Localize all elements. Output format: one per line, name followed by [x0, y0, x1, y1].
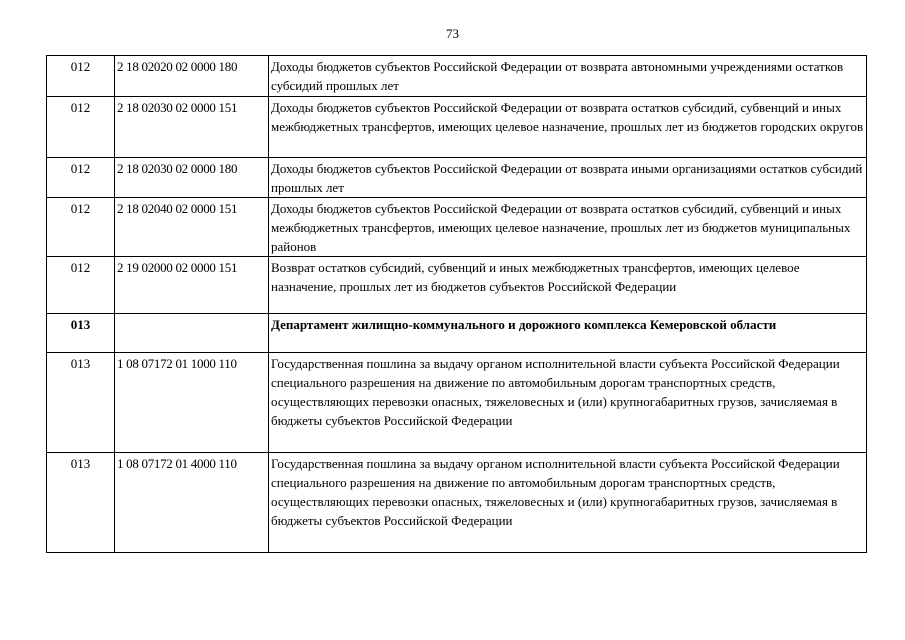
- table-row: [47, 198, 867, 257]
- description-cell: Государственная пошлина за выдачу органом исполнительной власти субъекта Российской Федерации специального разрешения на движение по автомобильным дорогам транспортных средств, осуществляющих перевозки опасных, тяжеловесных и (или) крупногабаритных грузов, зачисляемая в бюджеты субъектов Российской Федерации: [269, 353, 867, 453]
- budget-code-cell: 2 18 02030 02 0000 180: [115, 158, 269, 198]
- table-row: [47, 453, 867, 553]
- admin-code-cell: 012: [47, 198, 115, 257]
- description-cell: Доходы бюджетов субъектов Российской Федерации от возврата остатков субсидий, субвенций и иных межбюджетных трансфертов, имеющих целевое назначение, прошлых лет из бюджетов муниципальных районов: [269, 198, 867, 257]
- admin-code-cell: 013: [47, 453, 115, 553]
- admin-code-cell: 013: [47, 353, 115, 453]
- budget-code-cell: 2 18 02020 02 0000 180: [115, 56, 269, 97]
- admin-code-cell: 012: [47, 97, 115, 158]
- table-row: [47, 56, 867, 97]
- budget-codes-table: [46, 55, 867, 553]
- description-cell: Доходы бюджетов субъектов Российской Федерации от возврата иными организациями остатков субсидий прошлых лет: [269, 158, 867, 198]
- admin-code-cell: 012: [47, 158, 115, 198]
- description-cell: Государственная пошлина за выдачу органом исполнительной власти субъекта Российской Федерации специального разрешения на движение по автомобильным дорогам транспортных средств, осуществляющих перевозки опасных, тяжеловесных и (или) крупногабаритных грузов, зачисляемая в бюджеты субъектов Российской Федерации: [269, 453, 867, 553]
- budget-code-cell: [115, 314, 269, 353]
- budget-code-cell: 2 18 02030 02 0000 151: [115, 97, 269, 158]
- table-row: [47, 353, 867, 453]
- department-title-cell: Департамент жилищно-коммунального и дорожного комплекса Кемеровской области: [269, 314, 867, 353]
- table-row: [47, 257, 867, 314]
- table-row: [47, 97, 867, 158]
- description-cell: Возврат остатков субсидий, субвенций и иных межбюджетных трансфертов, имеющих целевое назначение, прошлых лет из бюджетов субъектов Российской Федерации: [269, 257, 867, 314]
- description-cell: Доходы бюджетов субъектов Российской Федерации от возврата автономными учреждениями остатков субсидий прошлых лет: [269, 56, 867, 97]
- admin-code-cell: 012: [47, 56, 115, 97]
- table-row: [47, 158, 867, 198]
- budget-code-cell: 2 18 02040 02 0000 151: [115, 198, 269, 257]
- admin-code-cell: 013: [47, 314, 115, 353]
- page-number: 73: [446, 26, 459, 41]
- budget-code-cell: 1 08 07172 01 1000 110: [115, 353, 269, 453]
- budget-code-cell: 2 19 02000 02 0000 151: [115, 257, 269, 314]
- section-header-row: [47, 314, 867, 353]
- budget-code-cell: 1 08 07172 01 4000 110: [115, 453, 269, 553]
- description-cell: Доходы бюджетов субъектов Российской Федерации от возврата остатков субсидий, субвенций и иных межбюджетных трансфертов, имеющих целевое назначение, прошлых лет из бюджетов городских округов: [269, 97, 867, 158]
- admin-code-cell: 012: [47, 257, 115, 314]
